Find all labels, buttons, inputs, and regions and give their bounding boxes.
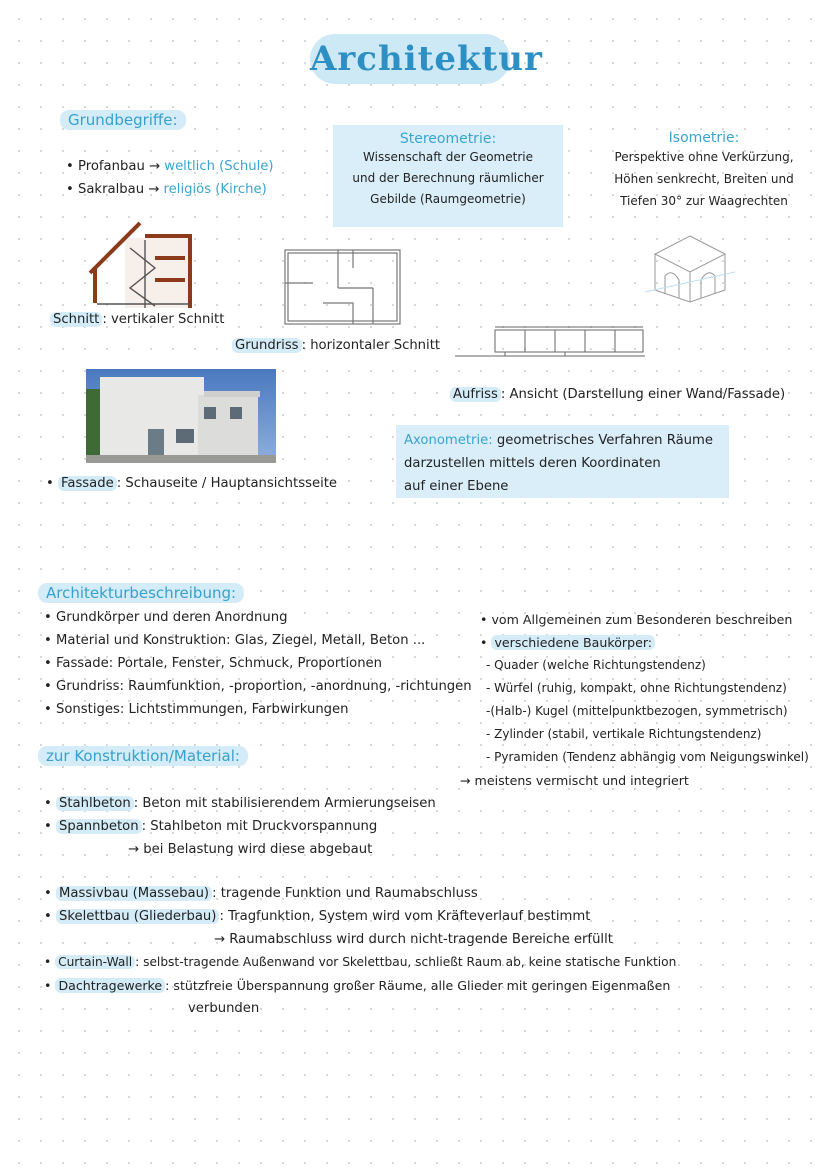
beschreibung-item: • Fassade: Portale, Fenster, Schmuck, Proportionen [44, 656, 383, 671]
massivbau-item: • Massivbau (Massebau) : tragende Funktion und Raumabschluss [44, 886, 478, 901]
axonometrie-line: Axonometrie: geometrisches Verfahren Räume [404, 433, 713, 448]
baukoerper-conclusion: → meistens vermischt und integriert [460, 773, 689, 788]
axonometrie-line: auf einer Ebene [404, 479, 509, 494]
baukoerper-heading: • verschiedene Baukörper: [480, 631, 655, 654]
skelettbau-item: • Skelettbau (Gliederbau) : Tragfunktion, System wird vom Kräfteverlauf bestimmt [44, 909, 591, 924]
baukoerper-item: - Zylinder (stabil, vertikale Richtungstendenz) [486, 727, 762, 741]
skelettbau-note: → Raumabschluss wird durch nicht-tragende Bereiche erfüllt [214, 932, 613, 947]
axonometrie-box [396, 425, 729, 498]
page-title: Architektur [310, 34, 510, 84]
beschreibung-intro: • vom Allgemeinen zum Besonderen beschreiben [480, 612, 793, 627]
aufriss-label: Aufriss : Ansicht (Darstellung einer Wand/Fassade) [450, 383, 785, 406]
sakralbau-item: • Sakralbau → religiös (Kirche) [66, 182, 267, 197]
stereometrie-line: Wissenschaft der Geometrie [363, 150, 533, 164]
grundriss-label: Grundriss : horizontaler Schnitt [232, 334, 440, 357]
beschreibung-item: • Sonstiges: Lichtstimmungen, Farbwirkungen [44, 702, 349, 717]
section-drawing [85, 218, 195, 310]
beschreibung-heading: Architekturbeschreibung: [38, 583, 244, 603]
stereometrie-box [333, 125, 563, 227]
floorplan-drawing [283, 248, 403, 328]
stereometrie-heading: Stereometrie: [399, 131, 497, 147]
schnitt-label: Schnitt : vertikaler Schnitt [50, 308, 224, 331]
isometrie-heading: Isometrie: [668, 130, 740, 146]
beschreibung-item: • Grundriss: Raumfunktion, -proportion, -anordnung, -richtungen [44, 679, 472, 694]
facade-photo [86, 369, 276, 463]
baukoerper-item: - Quader (welche Richtungstendenz) [486, 658, 706, 672]
stahlbeton-item: • Stahlbeton : Beton mit stabilisierendem Armierungseisen [44, 796, 436, 811]
baukoerper-item: - Würfel (ruhig, kompakt, ohne Richtungstendenz) [486, 681, 787, 695]
axonometrie-line: darzustellen mittels deren Koordinaten [404, 456, 661, 471]
isometrie-line: Tiefen 30° zur Waagrechten [620, 194, 788, 208]
curtain-wall-item: • Curtain-Wall : selbst-tragende Außenwand vor Skelettbau, schließt Raum ab, keine statische Funktion [44, 955, 677, 969]
dachtragewerke-cont: verbunden [188, 1001, 260, 1016]
grundbegriffe-heading: Grundbegriffe: [60, 110, 186, 130]
isometrie-line: Perspektive ohne Verkürzung, [614, 150, 794, 164]
dachtragewerke-item: • Dachtragewerke : stützfreie Überspannung großer Räume, alle Glieder mit geringen Eigenmaßen [44, 978, 671, 993]
isometric-drawing [645, 232, 735, 304]
spannbeton-note: → bei Belastung wird diese abgebaut [128, 842, 373, 857]
isometrie-block [590, 130, 818, 212]
baukoerper-item: -(Halb-) Kugel (mittelpunktbezogen, symmetrisch) [486, 704, 788, 718]
baukoerper-item: - Pyramiden (Tendenz abhängig vom Neigungswinkel) [486, 750, 809, 764]
stereometrie-line: und der Berechnung räumlicher [352, 171, 544, 185]
isometrie-line: Höhen senkrecht, Breiten und [614, 172, 794, 186]
beschreibung-item: • Material und Konstruktion: Glas, Ziegel, Metall, Beton ... [44, 633, 426, 648]
fassade-label: • Fassade : Schauseite / Hauptansichtsseite [46, 476, 338, 491]
stereometrie-line: Gebilde (Raumgeometrie) [370, 192, 526, 206]
konstruktion-heading: zur Konstruktion/Material: [38, 746, 248, 766]
spannbeton-item: • Spannbeton : Stahlbeton mit Druckvorspannung [44, 819, 378, 834]
elevation-drawing [455, 322, 645, 360]
beschreibung-item: • Grundkörper und deren Anordnung [44, 610, 288, 625]
profanbau-item: • Profanbau → weltlich (Schule) [66, 159, 274, 174]
